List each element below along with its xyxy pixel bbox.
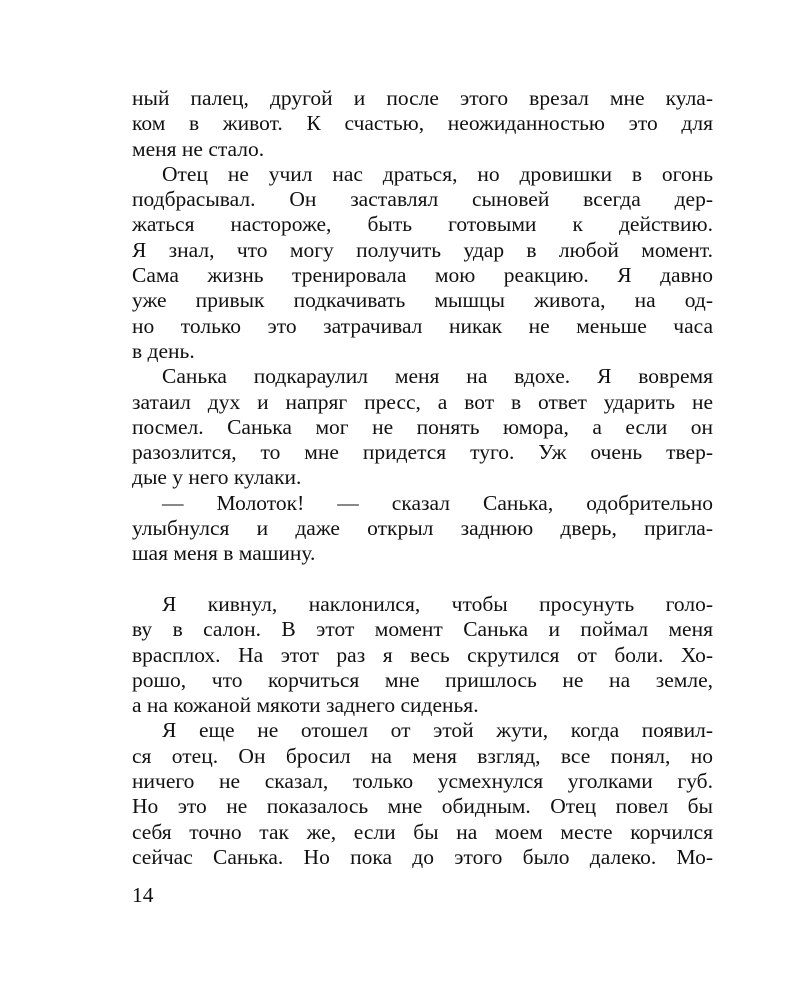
text-line: а на кожаной мякоти заднего сиденья. [132, 693, 479, 718]
text-line: — Молоток! — сказал Санька, одобрительно [162, 490, 713, 515]
text-line: Я знал, что могу получить удар в любой момент. [132, 237, 713, 262]
text-line: уже привык подкачивать мышцы живота, на од- [132, 288, 713, 313]
text-line: себя точно так же, если бы на моем месте корчился [132, 819, 713, 844]
page-number: 14 [132, 883, 154, 907]
paragraph [132, 86, 713, 162]
text-line: но только это затрачивал никак не меньше часа [132, 313, 713, 338]
text-line: рошо, что корчиться мне пришлось не на земле, [132, 667, 713, 692]
text-line: разозлится, то мне придется туго. Уж очень твер- [132, 440, 713, 465]
text-line: меня не стало. [132, 136, 265, 161]
text-line: ничего не сказал, только усмехнулся уголками губ. [132, 769, 713, 794]
paragraph [132, 162, 713, 364]
text-line: улыбнулся и даже открыл заднюю дверь, пригла- [132, 516, 713, 541]
text-line: Санька подкараулил меня на вдохе. Я вовремя [162, 364, 713, 389]
paragraph [132, 718, 713, 870]
text-line: сейчас Санька. Но пока до этого было далеко. Мо- [132, 844, 713, 869]
text-line: Я кивнул, наклонился, чтобы просунуть голо- [162, 591, 713, 616]
text-line: в день. [132, 338, 195, 363]
section-break [132, 567, 713, 592]
text-line: врасплох. На этот раз я весь скрутился от боли. Хо- [132, 642, 713, 667]
text-line: Отец не учил нас драться, но дровишки в огонь [162, 161, 713, 186]
text-line: ву в салон. В этот момент Санька и поймал меня [132, 617, 713, 642]
text-line: Я еще не отошел от этой жути, когда появил- [162, 718, 713, 743]
text-line: Сама жизнь тренировала мою реакцию. Я давно [132, 263, 713, 288]
text-line: ся отец. Он бросил на меня взгляд, все понял, но [132, 743, 713, 768]
paragraph [132, 364, 713, 490]
text-line: ный палец, другой и после этого врезал мне кула- [132, 86, 713, 110]
text-line: жаться настороже, быть готовыми к действию. [132, 212, 713, 237]
text-line: ком в живот. К счастью, неожиданностью это для [132, 111, 713, 136]
paragraph [132, 592, 713, 718]
text-line: Но это не показалось мне обидным. Отец повел бы [132, 794, 713, 819]
text-line: подбрасывал. Он заставлял сыновей всегда дер- [132, 187, 713, 212]
page-text-block [132, 86, 713, 870]
paragraph [132, 491, 713, 567]
text-line: посмел. Санька мог не понять юмора, а если он [132, 414, 713, 439]
text-line: шая меня в машину. [132, 541, 316, 566]
text-line: дые у него кулаки. [132, 465, 302, 490]
text-line: затаил дух и напряг пресс, а вот в ответ ударить не [132, 389, 713, 414]
